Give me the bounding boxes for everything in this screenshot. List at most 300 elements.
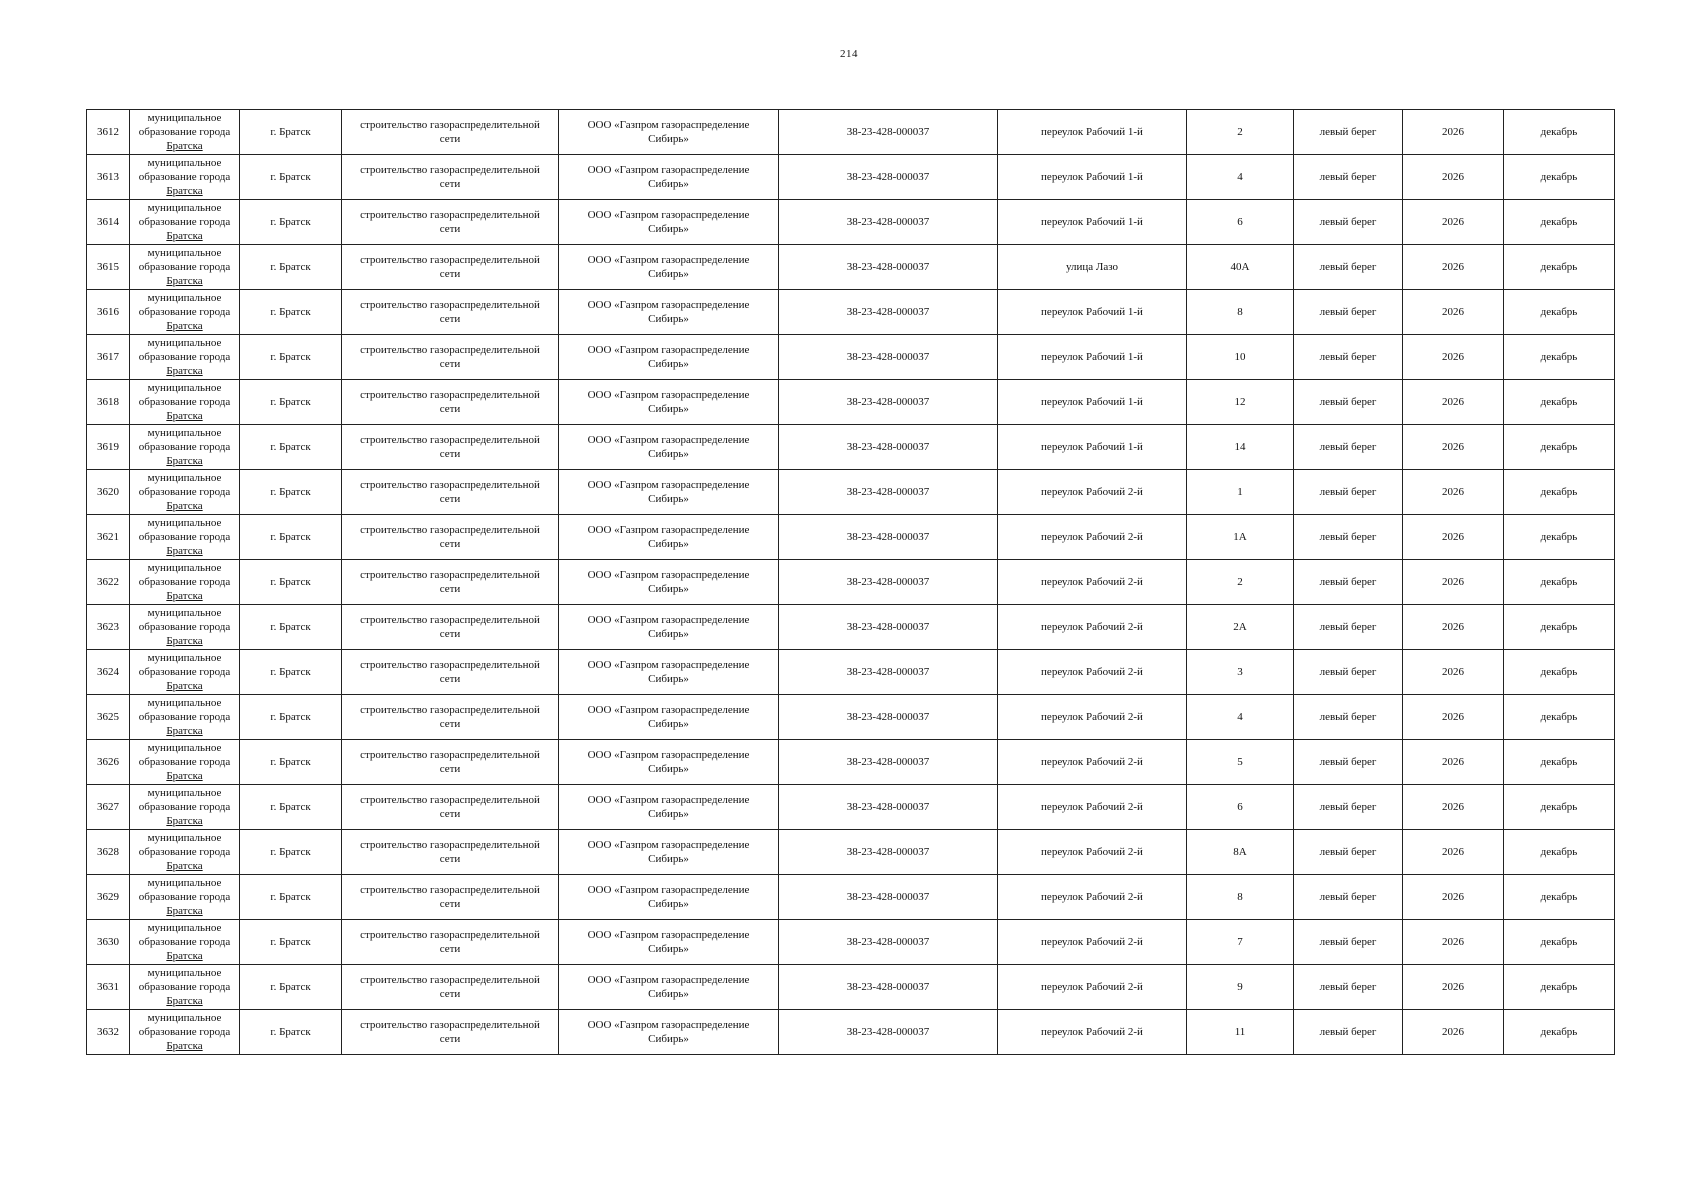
work-type-cell <box>342 1010 559 1055</box>
city-cell: г. Братск <box>240 335 342 380</box>
network-code-cell: 38-23-428-000037 <box>779 650 998 695</box>
municipality-line: образование города <box>138 846 231 858</box>
operator-line: Сибирь» <box>648 178 689 190</box>
municipality-line: муниципальное <box>147 877 222 889</box>
operator-line: ООО «Газпром газораспределение <box>587 119 750 131</box>
operator-line: ООО «Газпром газораспределение <box>587 299 750 311</box>
operator-line: Сибирь» <box>648 448 689 460</box>
work-type-line: строительство газораспределительной <box>360 389 540 401</box>
year-cell: 2026 <box>1403 605 1504 650</box>
network-code-cell: 38-23-428-000037 <box>779 200 998 245</box>
month-cell: декабрь <box>1504 740 1615 785</box>
month-cell: декабрь <box>1504 785 1615 830</box>
row-number-cell: 3631 <box>87 965 130 1010</box>
year-cell: 2026 <box>1403 425 1504 470</box>
work-type-cell <box>342 425 559 470</box>
year-cell: 2026 <box>1403 1010 1504 1055</box>
house-number-cell: 2А <box>1187 605 1294 650</box>
river-bank-cell: левый берег <box>1294 920 1403 965</box>
city-cell: г. Братск <box>240 380 342 425</box>
row-number-cell: 3621 <box>87 515 130 560</box>
street-cell: переулок Рабочий 2-й <box>998 830 1187 875</box>
street-cell: переулок Рабочий 1-й <box>998 380 1187 425</box>
row-number-cell: 3612 <box>87 110 130 155</box>
operator-cell <box>559 1010 779 1055</box>
network-code-cell: 38-23-428-000037 <box>779 515 998 560</box>
network-code-cell: 38-23-428-000037 <box>779 830 998 875</box>
river-bank-cell: левый берег <box>1294 155 1403 200</box>
municipality-cell <box>130 605 240 650</box>
house-number-cell: 40А <box>1187 245 1294 290</box>
row-number-cell: 3623 <box>87 605 130 650</box>
municipality-cell <box>130 920 240 965</box>
work-type-line: строительство газораспределительной <box>360 929 540 941</box>
city-cell: г. Братск <box>240 1010 342 1055</box>
network-code-cell: 38-23-428-000037 <box>779 785 998 830</box>
row-number-cell: 3619 <box>87 425 130 470</box>
city-cell: г. Братск <box>240 605 342 650</box>
municipality-line: образование города <box>138 486 231 498</box>
street-cell: переулок Рабочий 1-й <box>998 425 1187 470</box>
house-number-cell: 4 <box>1187 155 1294 200</box>
month-cell: декабрь <box>1504 200 1615 245</box>
network-code-cell: 38-23-428-000037 <box>779 740 998 785</box>
street-cell: переулок Рабочий 2-й <box>998 695 1187 740</box>
table-row <box>87 515 1615 560</box>
work-type-line: сети <box>439 898 461 910</box>
network-code-cell: 38-23-428-000037 <box>779 965 998 1010</box>
table-row <box>87 965 1615 1010</box>
work-type-line: строительство газораспределительной <box>360 614 540 626</box>
municipality-line: образование города <box>138 936 231 948</box>
operator-line: Сибирь» <box>648 538 689 550</box>
operator-cell <box>559 290 779 335</box>
operator-cell <box>559 830 779 875</box>
work-type-line: сети <box>439 853 461 865</box>
work-type-cell <box>342 830 559 875</box>
row-number-cell: 3627 <box>87 785 130 830</box>
municipality-line: образование города <box>138 801 231 813</box>
table-body <box>87 110 1615 1055</box>
street-cell: переулок Рабочий 2-й <box>998 470 1187 515</box>
work-type-line: сети <box>439 493 461 505</box>
work-type-cell <box>342 290 559 335</box>
street-cell: переулок Рабочий 2-й <box>998 920 1187 965</box>
work-type-line: сети <box>439 223 461 235</box>
work-type-line: сети <box>439 178 461 190</box>
street-cell: переулок Рабочий 2-й <box>998 560 1187 605</box>
operator-cell <box>559 110 779 155</box>
operator-cell <box>559 515 779 560</box>
row-number-cell: 3618 <box>87 380 130 425</box>
operator-line: Сибирь» <box>648 583 689 595</box>
work-type-line: строительство газораспределительной <box>360 974 540 986</box>
house-number-cell: 11 <box>1187 1010 1294 1055</box>
city-cell: г. Братск <box>240 920 342 965</box>
operator-line: ООО «Газпром газораспределение <box>587 884 750 896</box>
network-code-cell: 38-23-428-000037 <box>779 425 998 470</box>
work-type-line: сети <box>439 268 461 280</box>
table-row <box>87 1010 1615 1055</box>
operator-line: ООО «Газпром газораспределение <box>587 389 750 401</box>
work-type-line: сети <box>439 1033 461 1045</box>
table-row <box>87 380 1615 425</box>
network-code-cell: 38-23-428-000037 <box>779 695 998 740</box>
work-type-line: строительство газораспределительной <box>360 704 540 716</box>
table-row <box>87 695 1615 740</box>
house-number-cell: 1А <box>1187 515 1294 560</box>
work-type-line: строительство газораспределительной <box>360 794 540 806</box>
work-type-cell <box>342 695 559 740</box>
year-cell: 2026 <box>1403 965 1504 1010</box>
city-cell: г. Братск <box>240 470 342 515</box>
municipality-cell <box>130 380 240 425</box>
municipality-line: образование города <box>138 306 231 318</box>
work-type-line: сети <box>439 763 461 775</box>
work-type-line: сети <box>439 403 461 415</box>
operator-line: Сибирь» <box>648 808 689 820</box>
year-cell: 2026 <box>1403 740 1504 785</box>
city-cell: г. Братск <box>240 110 342 155</box>
city-cell: г. Братск <box>240 875 342 920</box>
table-row <box>87 290 1615 335</box>
operator-cell <box>559 155 779 200</box>
year-cell: 2026 <box>1403 335 1504 380</box>
operator-line: Сибирь» <box>648 943 689 955</box>
year-cell: 2026 <box>1403 155 1504 200</box>
river-bank-cell: левый берег <box>1294 875 1403 920</box>
operator-line: Сибирь» <box>648 268 689 280</box>
year-cell: 2026 <box>1403 245 1504 290</box>
municipality-cell <box>130 740 240 785</box>
city-cell: г. Братск <box>240 425 342 470</box>
house-number-cell: 8 <box>1187 875 1294 920</box>
street-cell: переулок Рабочий 1-й <box>998 110 1187 155</box>
municipality-line: Братска <box>166 320 203 332</box>
month-cell: декабрь <box>1504 875 1615 920</box>
municipality-line: Братска <box>166 815 203 827</box>
work-type-cell <box>342 245 559 290</box>
month-cell: декабрь <box>1504 110 1615 155</box>
work-type-cell <box>342 740 559 785</box>
work-type-line: строительство газораспределительной <box>360 254 540 266</box>
work-type-line: строительство газораспределительной <box>360 1019 540 1031</box>
city-cell: г. Братск <box>240 965 342 1010</box>
operator-line: ООО «Газпром газораспределение <box>587 749 750 761</box>
page-number: 214 <box>840 48 858 60</box>
municipality-cell <box>130 470 240 515</box>
operator-line: Сибирь» <box>648 313 689 325</box>
river-bank-cell: левый берег <box>1294 110 1403 155</box>
operator-line: Сибирь» <box>648 763 689 775</box>
house-number-cell: 9 <box>1187 965 1294 1010</box>
operator-cell <box>559 425 779 470</box>
municipality-line: муниципальное <box>147 787 222 799</box>
city-cell: г. Братск <box>240 740 342 785</box>
municipality-line: муниципальное <box>147 382 222 394</box>
network-code-cell: 38-23-428-000037 <box>779 155 998 200</box>
month-cell: декабрь <box>1504 1010 1615 1055</box>
municipality-cell <box>130 560 240 605</box>
row-number-cell: 3624 <box>87 650 130 695</box>
house-number-cell: 6 <box>1187 785 1294 830</box>
year-cell: 2026 <box>1403 830 1504 875</box>
month-cell: декабрь <box>1504 335 1615 380</box>
year-cell: 2026 <box>1403 200 1504 245</box>
work-type-line: сети <box>439 313 461 325</box>
city-cell: г. Братск <box>240 200 342 245</box>
row-number-cell: 3614 <box>87 200 130 245</box>
table-row <box>87 470 1615 515</box>
row-number-cell: 3613 <box>87 155 130 200</box>
work-type-line: строительство газораспределительной <box>360 884 540 896</box>
house-number-cell: 5 <box>1187 740 1294 785</box>
month-cell: декабрь <box>1504 650 1615 695</box>
street-cell: переулок Рабочий 2-й <box>998 965 1187 1010</box>
operator-line: ООО «Газпром газораспределение <box>587 929 750 941</box>
operator-line: ООО «Газпром газораспределение <box>587 614 750 626</box>
municipality-line: Братска <box>166 860 203 872</box>
municipality-line: Братска <box>166 455 203 467</box>
street-cell: переулок Рабочий 1-й <box>998 335 1187 380</box>
network-code-cell: 38-23-428-000037 <box>779 380 998 425</box>
municipality-line: муниципальное <box>147 427 222 439</box>
work-type-line: сети <box>439 583 461 595</box>
municipality-line: муниципальное <box>147 157 222 169</box>
river-bank-cell: левый берег <box>1294 830 1403 875</box>
month-cell: декабрь <box>1504 830 1615 875</box>
municipality-line: муниципальное <box>147 652 222 664</box>
table-row <box>87 920 1615 965</box>
table-row <box>87 560 1615 605</box>
house-number-cell: 2 <box>1187 560 1294 605</box>
month-cell: декабрь <box>1504 605 1615 650</box>
city-cell: г. Братск <box>240 830 342 875</box>
municipality-cell <box>130 245 240 290</box>
municipality-line: Братска <box>166 635 203 647</box>
operator-cell <box>559 875 779 920</box>
work-type-cell <box>342 875 559 920</box>
river-bank-cell: левый берег <box>1294 380 1403 425</box>
work-type-cell <box>342 470 559 515</box>
month-cell: декабрь <box>1504 245 1615 290</box>
table-row <box>87 425 1615 470</box>
municipality-line: Братска <box>166 140 203 152</box>
house-number-cell: 3 <box>1187 650 1294 695</box>
work-type-line: строительство газораспределительной <box>360 119 540 131</box>
operator-line: Сибирь» <box>648 673 689 685</box>
river-bank-cell: левый берег <box>1294 200 1403 245</box>
month-cell: декабрь <box>1504 470 1615 515</box>
operator-cell <box>559 335 779 380</box>
municipality-line: Братска <box>166 995 203 1007</box>
river-bank-cell: левый берег <box>1294 605 1403 650</box>
river-bank-cell: левый берег <box>1294 695 1403 740</box>
municipality-line: муниципальное <box>147 337 222 349</box>
river-bank-cell: левый берег <box>1294 1010 1403 1055</box>
network-code-cell: 38-23-428-000037 <box>779 470 998 515</box>
work-type-cell <box>342 650 559 695</box>
month-cell: декабрь <box>1504 515 1615 560</box>
month-cell: декабрь <box>1504 560 1615 605</box>
operator-line: Сибирь» <box>648 628 689 640</box>
street-cell: переулок Рабочий 2-й <box>998 515 1187 560</box>
operator-cell <box>559 200 779 245</box>
city-cell: г. Братск <box>240 560 342 605</box>
work-type-cell <box>342 200 559 245</box>
work-type-cell <box>342 110 559 155</box>
network-code-cell: 38-23-428-000037 <box>779 335 998 380</box>
network-code-cell: 38-23-428-000037 <box>779 560 998 605</box>
operator-line: ООО «Газпром газораспределение <box>587 209 750 221</box>
work-type-line: строительство газораспределительной <box>360 839 540 851</box>
row-number-cell: 3626 <box>87 740 130 785</box>
month-cell: декабрь <box>1504 380 1615 425</box>
house-number-cell: 12 <box>1187 380 1294 425</box>
table-row <box>87 245 1615 290</box>
municipality-line: образование города <box>138 171 231 183</box>
operator-line: Сибирь» <box>648 1033 689 1045</box>
table-row <box>87 200 1615 245</box>
work-type-line: строительство газораспределительной <box>360 209 540 221</box>
work-type-line: сети <box>439 538 461 550</box>
operator-line: ООО «Газпром газораспределение <box>587 704 750 716</box>
house-number-cell: 14 <box>1187 425 1294 470</box>
municipality-cell <box>130 110 240 155</box>
municipality-line: муниципальное <box>147 697 222 709</box>
row-number-cell: 3620 <box>87 470 130 515</box>
gasification-schedule-table <box>86 109 1615 1055</box>
operator-cell <box>559 470 779 515</box>
city-cell: г. Братск <box>240 695 342 740</box>
municipality-line: муниципальное <box>147 967 222 979</box>
network-code-cell: 38-23-428-000037 <box>779 920 998 965</box>
work-type-cell <box>342 335 559 380</box>
work-type-line: строительство газораспределительной <box>360 434 540 446</box>
operator-cell <box>559 245 779 290</box>
house-number-cell: 8 <box>1187 290 1294 335</box>
operator-cell <box>559 740 779 785</box>
operator-cell <box>559 650 779 695</box>
work-type-line: сети <box>439 673 461 685</box>
municipality-line: Братска <box>166 680 203 692</box>
month-cell: декабрь <box>1504 920 1615 965</box>
municipality-line: Братска <box>166 410 203 422</box>
municipality-line: муниципальное <box>147 472 222 484</box>
municipality-line: муниципальное <box>147 517 222 529</box>
gasification-schedule-table-wrapper <box>86 109 1615 1055</box>
table-row <box>87 155 1615 200</box>
municipality-line: образование города <box>138 666 231 678</box>
table-row <box>87 830 1615 875</box>
operator-cell <box>559 380 779 425</box>
work-type-line: сети <box>439 718 461 730</box>
work-type-line: строительство газораспределительной <box>360 524 540 536</box>
operator-line: ООО «Газпром газораспределение <box>587 839 750 851</box>
operator-line: ООО «Газпром газораспределение <box>587 524 750 536</box>
street-cell: переулок Рабочий 1-й <box>998 200 1187 245</box>
year-cell: 2026 <box>1403 650 1504 695</box>
year-cell: 2026 <box>1403 110 1504 155</box>
year-cell: 2026 <box>1403 380 1504 425</box>
row-number-cell: 3632 <box>87 1010 130 1055</box>
city-cell: г. Братск <box>240 650 342 695</box>
work-type-line: строительство газораспределительной <box>360 344 540 356</box>
operator-line: Сибирь» <box>648 223 689 235</box>
municipality-cell <box>130 965 240 1010</box>
municipality-line: Братска <box>166 905 203 917</box>
municipality-line: образование города <box>138 576 231 588</box>
operator-line: ООО «Газпром газораспределение <box>587 254 750 266</box>
municipality-line: образование города <box>138 981 231 993</box>
work-type-cell <box>342 785 559 830</box>
municipality-line: муниципальное <box>147 562 222 574</box>
year-cell: 2026 <box>1403 515 1504 560</box>
river-bank-cell: левый берег <box>1294 740 1403 785</box>
work-type-line: сети <box>439 943 461 955</box>
house-number-cell: 6 <box>1187 200 1294 245</box>
year-cell: 2026 <box>1403 875 1504 920</box>
municipality-line: муниципальное <box>147 832 222 844</box>
municipality-cell <box>130 200 240 245</box>
river-bank-cell: левый берег <box>1294 650 1403 695</box>
municipality-line: муниципальное <box>147 202 222 214</box>
year-cell: 2026 <box>1403 470 1504 515</box>
municipality-line: Братска <box>166 365 203 377</box>
year-cell: 2026 <box>1403 560 1504 605</box>
municipality-line: муниципальное <box>147 247 222 259</box>
municipality-line: Братска <box>166 950 203 962</box>
river-bank-cell: левый берег <box>1294 245 1403 290</box>
work-type-line: сети <box>439 358 461 370</box>
operator-line: ООО «Газпром газораспределение <box>587 434 750 446</box>
municipality-line: муниципальное <box>147 922 222 934</box>
house-number-cell: 8А <box>1187 830 1294 875</box>
municipality-line: образование города <box>138 756 231 768</box>
municipality-line: Братска <box>166 545 203 557</box>
river-bank-cell: левый берег <box>1294 335 1403 380</box>
municipality-line: муниципальное <box>147 112 222 124</box>
row-number-cell: 3629 <box>87 875 130 920</box>
operator-cell <box>559 560 779 605</box>
street-cell: переулок Рабочий 2-й <box>998 740 1187 785</box>
operator-cell <box>559 695 779 740</box>
work-type-cell <box>342 155 559 200</box>
municipality-line: муниципальное <box>147 1012 222 1024</box>
year-cell: 2026 <box>1403 695 1504 740</box>
network-code-cell: 38-23-428-000037 <box>779 875 998 920</box>
row-number-cell: 3628 <box>87 830 130 875</box>
operator-line: Сибирь» <box>648 898 689 910</box>
municipality-line: муниципальное <box>147 607 222 619</box>
operator-line: ООО «Газпром газораспределение <box>587 659 750 671</box>
operator-line: ООО «Газпром газораспределение <box>587 344 750 356</box>
municipality-line: Братска <box>166 230 203 242</box>
operator-line: ООО «Газпром газораспределение <box>587 569 750 581</box>
municipality-cell <box>130 875 240 920</box>
municipality-line: образование города <box>138 441 231 453</box>
work-type-cell <box>342 965 559 1010</box>
network-code-cell: 38-23-428-000037 <box>779 245 998 290</box>
row-number-cell: 3617 <box>87 335 130 380</box>
municipality-line: образование города <box>138 216 231 228</box>
table-row <box>87 110 1615 155</box>
house-number-cell: 2 <box>1187 110 1294 155</box>
operator-cell <box>559 785 779 830</box>
work-type-line: сети <box>439 988 461 1000</box>
work-type-line: сети <box>439 808 461 820</box>
house-number-cell: 7 <box>1187 920 1294 965</box>
